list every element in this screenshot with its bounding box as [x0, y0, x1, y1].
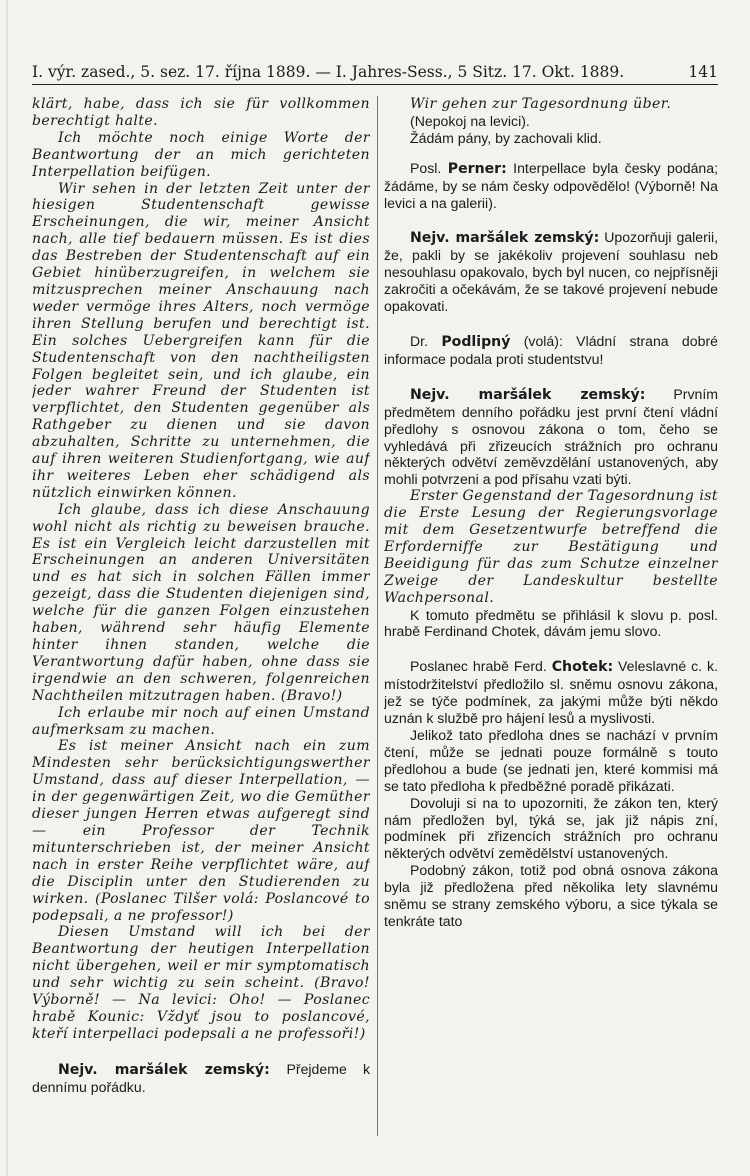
- left-paragraph: Wir sehen in der letzten Zeit unter der hiesigen Studentenschaft gewisse Erscheinungen, die wir, meiner Ansicht nach, alle tief bedauern müssen. Es ist dies das Bestreben der Studentenschaft auf ein Gebiet hinüberzugreifen, in welchem sie mitzusprechen meiner Anschauung nach weder vermöge ihres Alters, noch vermöge ihren Stellung berufen und berechtigt ist. Ein solches Uebergreifen kann für die Studentenschaft von den nachtheiligsten Folgen begleitet sein, und ich glaube, ein jeder wahrer Freund der Studenten ist verpflichtet, den Studenten gegenüber als Rathgeber zu dienen und sie davon abzuhalten, Schritte zu unternehmen, die auf ihren weiteren Studienfortgang, wie auf ihr weiteres Leben eher schädigend als nützlich einwirken können.: [32, 180, 370, 501]
- page-number: 141: [688, 63, 718, 81]
- speaker-name: Perner:: [447, 160, 507, 177]
- paragraph-law-scope: Dovoluji si na to upozorniti, že zákon ten, který nám předložen byl, týká se, jak již nápis zní, podmínek při zřizencích strážních pro ochranu některých odvětví zemědělství ustanovených.: [384, 794, 718, 862]
- paragraph-calm: Žádám pány, by zachovali klid.: [410, 129, 602, 146]
- left-paragraph: Diesen Umstand will ich bei der Beantwortung der heutigen Interpellation nicht übergehen, weil er mir symptomatisch und sehr wichtig zu sein scheint. (Bravo! Výborně! — Na levici: Oho! — Poslanec hrabě Kounic: Vždyť jsou to poslancové, kteří interpellaci podepsali a ne professoři!): [32, 924, 370, 1042]
- speaker-name: Podlipný: [441, 333, 511, 350]
- paragraph-text: (volá): Vládní strana dobré informace podala proti studentstvu!: [384, 332, 718, 367]
- left-final-paragraph: [32, 1061, 370, 1097]
- right-column: [384, 96, 718, 1136]
- paragraph-text: Prvním předmětem denního pořádku jest první čtení vládní předlohy s osnovou zákona o tom, čeho se vyhledává při zřizeucích strážních pro ochranu některých odvětví zeměvzdělání ustanovených, aby mohli potvrzeni a pod přísahu vzati býti.: [384, 385, 718, 488]
- speaker-prefix: Dr.: [410, 332, 429, 349]
- speaker-prefix: Poslanec hrabě Ferd.: [410, 658, 547, 675]
- paragraph-similar-law: Podobný zákon, totiž pod obná osnova zákona byla již předložena před několika lety slavnému sněmu se strany zemského výboru, a sice týkala se tenkráte tato: [384, 862, 718, 929]
- left-paragraph: Ich möchte noch einige Worte der Beantwortung der an mich gerichteten Interpellation beifügen.: [32, 129, 370, 180]
- paragraph-text: Upozorňuji galerii, že, pakli by se jakékoliv projevení souhlasu neb nesouhlasu opakovalo, bych byl nucen, co nejpřísněji zakročiti a očekávám, že se takové projevení nebude opakovati.: [384, 229, 718, 315]
- speaker-name: Nejv. maršálek zemský:: [410, 230, 600, 247]
- scan-edge-shadow: [6, 0, 8, 1176]
- left-paragraphs: [32, 96, 370, 1043]
- left-paragraph: Ich erlaube mir noch auf einen Umstand aufmerksam zu machen.: [32, 704, 370, 738]
- paragraph-text: Veleslavné c. k. místodržitelství předložilo sl. sněmu osnovu zákona, jež se týče podmínek, za jakými může býti někdo uznán k službě pro hájení lesů a myslivosti.: [384, 658, 718, 727]
- paragraph-marshal-2: [384, 386, 718, 488]
- left-paragraph: Es ist meiner Ansicht nach ein zum Mindesten sehr berücksichtigungswerther Umstand, dass auf dieser Interpellation, — in der gegenwärtigen Zeit, wo die Gemüther dieser jungen Herren etwas aufgeregt sind — ein Professor der Technik mitunterschrieben ist, der meiner Ansicht nach in erster Reihe verpflichtet wäre, auf die Disciplin unter den Studierenden zu wirken. (Poslanec Tilšer volá: Poslancové to podepsali, a ne professor!): [32, 738, 370, 924]
- page-header: [32, 62, 718, 85]
- paragraph-agenda-item-de: Erster Gegenstand der Tagesordnung ist die Erste Lesung der Regierungsvorlage mit dem Gesetzentwurfe betreffend die Erforderniffe zur Bestätigung und Beeidigung für das zum Schutze einzelner Zweige der Landeskultur bestellte Wachpersonal.: [384, 488, 718, 606]
- paragraph-podlipny: [384, 333, 718, 368]
- left-column: [32, 96, 370, 1136]
- left-paragraph: klärt, habe, dass ich sie für vollkommen berechtigt halte.: [32, 96, 370, 129]
- paragraph-chotek-registered: K tomuto předmětu se přihlásil k slovu p. posl. hrabě Ferdinand Chotek, dávám jemu slovo.: [384, 606, 718, 640]
- paragraph-unrest: (Nepokoj na levici).: [410, 112, 530, 129]
- paragraph-agenda-de: Wir gehen zur Tagesordnung über.: [410, 96, 672, 112]
- paragraph-marshal-1: [384, 229, 718, 315]
- left-paragraph: Ich glaube, dass ich diese Anschauung wohl nicht als richtig zu beweisen brauche. Es ist ein Vergleich leicht darzustellen mit Erscheinungen an anderen Universitäten und es hat sich in solchen Fällen immer gezeigt, dass die Studenten diejenigen sind, welche für die ganzen Folgen einzustehen haben, während sehr häufig Elemente hinter ihnen standen, welche die Verantwortung dafür haben, ohne dass sie irgendwie an den schweren, folgenreichen Nachtheilen mitzutragen haben. (Bravo!): [32, 501, 370, 704]
- paragraph-text: Přejdeme k dennímu pořádku.: [32, 1060, 370, 1095]
- speaker-name: Nejv. maršálek zemský:: [58, 1061, 270, 1078]
- speaker-name: Nejv. maršálek zemský:: [410, 386, 646, 403]
- speaker-prefix: Posl.: [410, 159, 442, 176]
- paragraph-first-reading: Jelikož tato předloha dnes se nachází v prvním čtení, může se jednati pouze formálně s touto předlohou a bude (se jednati jen, které kommisi má se tato předloha k předběžné poradě přikázati.: [384, 727, 718, 794]
- paragraph-perner: [384, 160, 718, 212]
- column-divider: [377, 96, 378, 1136]
- paragraph-chotek: [384, 658, 718, 727]
- speaker-name: Chotek:: [551, 659, 614, 676]
- paragraph-text: Interpellace byla česky podána; žádáme, by se nám česky odpovědělo! (Výborně! Na levici a na galerii).: [384, 159, 718, 211]
- running-header: I. výr. zased., 5. sez. 17. října 1889. — I. Jahres-Sess., 5 Sitz. 17. Okt. 1889.: [32, 63, 625, 81]
